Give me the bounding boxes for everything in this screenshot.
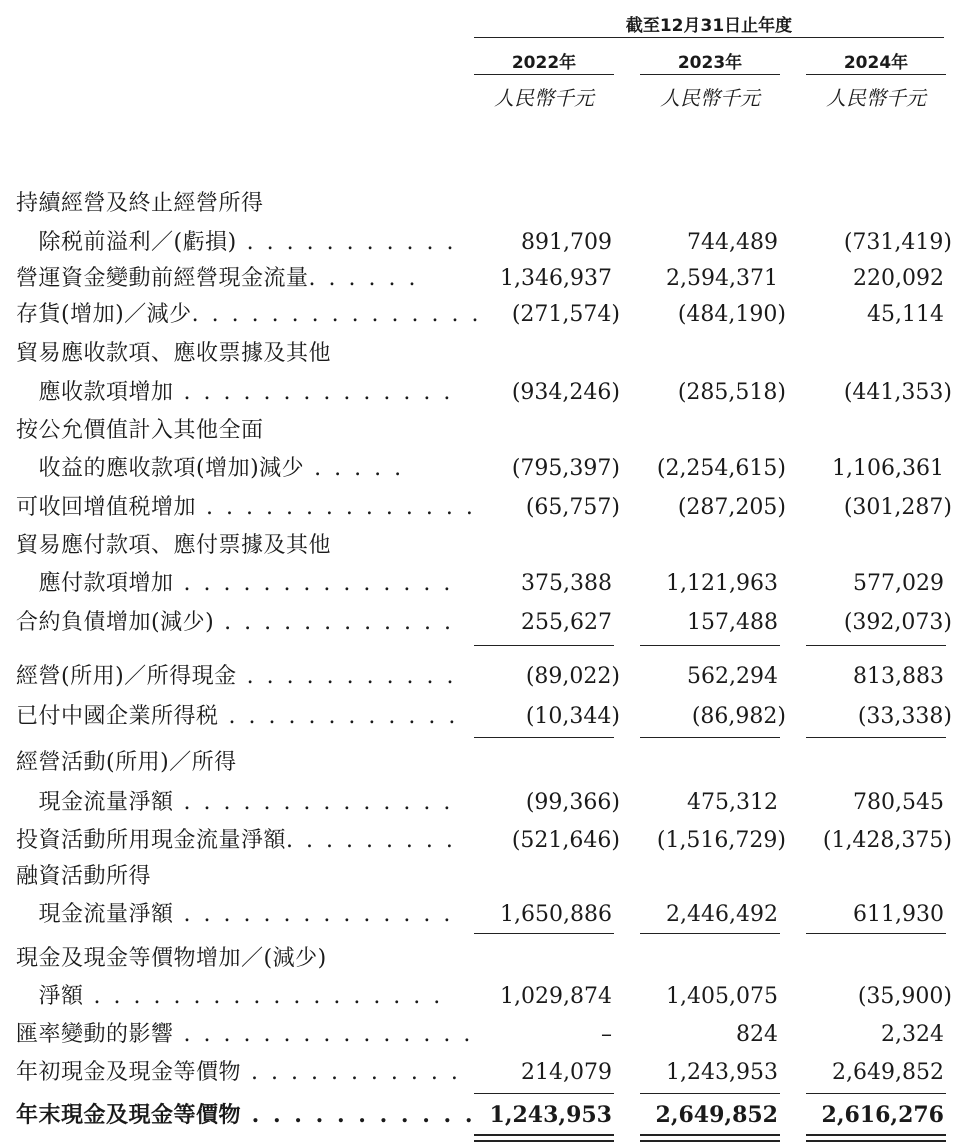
subtotal-rule-2023 — [640, 737, 780, 738]
row-label: 現金及現金等價物增加／(減少) — [16, 946, 327, 971]
row-label: 現金流量淨額 — [16, 790, 174, 815]
subtotal-rule-2022 — [474, 1093, 614, 1094]
value-2022: (10,344) — [525, 704, 620, 729]
period-underline — [474, 37, 944, 38]
value-2023: 1,405,075 — [666, 984, 778, 1009]
row-label: 投資活動所用現金流量淨額 — [16, 828, 287, 853]
row-leader-dots: . . . . . . . . . . . . . . — [196, 495, 476, 520]
row-10 — [0, 567, 960, 601]
row-6 — [0, 414, 960, 448]
row-leader-dots: . . . . . . . . . . . . . . — [173, 380, 454, 405]
subtotal-rule-2024 — [806, 737, 946, 738]
value-2022: 255,627 — [521, 610, 612, 635]
unit-2024: 人民幣千元 — [826, 86, 926, 110]
row-12 — [0, 660, 960, 694]
value-2023: (2,254,615) — [656, 456, 786, 481]
year-2024-underline — [806, 74, 946, 75]
value-2023: (86,982) — [691, 704, 786, 729]
value-2023: 157,488 — [687, 610, 778, 635]
row-label: 融資活動所得 — [16, 864, 152, 889]
row-label: 已付中國企業所得税 — [16, 704, 219, 729]
value-2022: (99,366) — [525, 790, 620, 815]
value-2022: 375,388 — [521, 571, 612, 596]
row-leader-dots: . . . . . . . . . . . . . . — [173, 790, 454, 815]
total-double-rule-2023 — [640, 1134, 780, 1142]
value-2023: 1,243,953 — [666, 1060, 778, 1085]
value-2023: 824 — [736, 1022, 778, 1047]
value-2024: 780,545 — [853, 790, 944, 815]
row-4 — [0, 337, 960, 371]
subtotal-rule-2023 — [640, 933, 780, 934]
value-2023: 2,446,492 — [666, 902, 778, 927]
row-11 — [0, 606, 960, 640]
value-2024: 611,930 — [853, 902, 944, 927]
row-leader-dots: . . . . . . . . . . . — [236, 230, 457, 255]
row-leader-dots: . . . . . . . . . . . . . . . — [173, 1022, 474, 1047]
row-22 — [0, 1056, 960, 1090]
total-double-rule-2024 — [806, 1134, 946, 1142]
value-2024: (35,900) — [857, 984, 952, 1009]
row-leader-dots: . . . . . . . . . . . . . . . — [191, 302, 482, 327]
period-heading: 截至12月31日止年度 — [625, 16, 793, 36]
value-2022: (65,757) — [525, 495, 620, 520]
subtotal-rule-2023 — [640, 645, 780, 646]
row-label: 收益的應收款項(增加)減少 — [16, 456, 305, 481]
row-13 — [0, 700, 960, 734]
row-2 — [0, 262, 960, 296]
row-18 — [0, 898, 960, 932]
value-2022: (934,246) — [511, 380, 620, 405]
row-label: 貿易應收款項、應收票據及其他 — [16, 341, 332, 366]
value-2024: (301,287) — [843, 495, 952, 520]
unit-2023: 人民幣千元 — [660, 86, 760, 110]
value-2024: (33,338) — [857, 704, 952, 729]
value-2023: (285,518) — [677, 380, 786, 405]
value-2022: 214,079 — [521, 1060, 612, 1085]
row-label: 合約負債增加(減少) — [16, 610, 215, 635]
row-23-total — [0, 1098, 960, 1132]
row-14 — [0, 746, 960, 780]
row-label: 應付款項增加 — [16, 571, 174, 596]
row-label: 年末現金及現金等價物 — [16, 1102, 242, 1128]
value-2022: 1,346,937 — [500, 266, 612, 291]
value-2024: (731,419) — [843, 230, 952, 255]
row-16 — [0, 824, 960, 858]
unit-2022: 人民幣千元 — [494, 86, 594, 110]
row-1 — [0, 226, 960, 260]
row-leader-dots: . . . . . . . . . . . — [241, 1060, 461, 1085]
year-2023-heading: 2023年 — [677, 53, 743, 73]
row-leader-dots: . . . . . . — [308, 266, 419, 291]
row-15 — [0, 786, 960, 820]
value-2023: 2,649,852 — [655, 1102, 778, 1128]
value-2022: – — [601, 1022, 612, 1047]
row-label: 營運資金變動前經營現金流量 — [16, 266, 309, 291]
value-2023: 744,489 — [687, 230, 778, 255]
row-label: 年初現金及現金等價物 — [16, 1060, 242, 1085]
row-label: 淨額 — [16, 984, 84, 1009]
year-2022-underline — [474, 74, 614, 75]
total-double-rule-2022 — [474, 1134, 614, 1142]
value-2024: 813,883 — [853, 664, 944, 689]
value-2024: 577,029 — [853, 571, 944, 596]
row-label: 經營活動(所用)／所得 — [16, 750, 237, 775]
subtotal-rule-2023 — [640, 1093, 780, 1094]
value-2022: 1,650,886 — [500, 902, 612, 927]
value-2023: (1,516,729) — [656, 828, 786, 853]
row-label: 匯率變動的影響 — [16, 1022, 174, 1047]
value-2023: 1,121,963 — [666, 571, 778, 596]
row-label: 存貨(增加)／減少 — [16, 302, 192, 327]
row-leader-dots: . . . . . . . . . . . . . . — [173, 902, 454, 927]
row-21 — [0, 1018, 960, 1052]
value-2022: (795,397) — [511, 456, 620, 481]
subtotal-rule-2024 — [806, 933, 946, 934]
value-2024: 1,106,361 — [832, 456, 944, 481]
value-2024: 45,114 — [867, 302, 944, 327]
subtotal-rule-2024 — [806, 1093, 946, 1094]
row-leader-dots: . . . . . — [304, 456, 405, 481]
row-label: 應收款項增加 — [16, 380, 174, 405]
subtotal-rule-2022 — [474, 737, 614, 738]
row-label: 除税前溢利／(虧損) — [16, 230, 237, 255]
value-2023: (484,190) — [677, 302, 786, 327]
row-label: 經營(所用)／所得現金 — [16, 664, 237, 689]
value-2024: 220,092 — [853, 266, 944, 291]
subtotal-rule-2024 — [806, 645, 946, 646]
row-7 — [0, 452, 960, 486]
value-2024: 2,324 — [881, 1022, 944, 1047]
row-leader-dots: . . . . . . . . . . . — [236, 664, 457, 689]
value-2023: (287,205) — [677, 495, 786, 520]
year-2023-underline — [640, 74, 780, 75]
value-2023: 475,312 — [687, 790, 778, 815]
row-label: 現金流量淨額 — [16, 902, 174, 927]
row-leader-dots: . . . . . . . . . . . . . . — [173, 571, 454, 596]
row-leader-dots: . . . . . . . . . — [286, 828, 456, 853]
row-5 — [0, 376, 960, 410]
year-2024-heading: 2024年 — [843, 53, 909, 73]
row-19 — [0, 942, 960, 976]
subtotal-rule-2022 — [474, 933, 614, 934]
value-2022: 891,709 — [521, 230, 612, 255]
row-label: 按公允價值計入其他全面 — [16, 418, 264, 443]
value-2022: 1,243,953 — [489, 1102, 612, 1128]
row-3 — [0, 298, 960, 332]
row-17 — [0, 860, 960, 894]
value-2022: (271,574) — [511, 302, 620, 327]
row-label: 可收回增值税增加 — [16, 495, 197, 520]
value-2024: (392,073) — [843, 610, 952, 635]
value-2023: 2,594,371 — [666, 266, 778, 291]
value-2024: 2,649,852 — [832, 1060, 944, 1085]
row-8 — [0, 491, 960, 525]
row-20 — [0, 980, 960, 1014]
row-9 — [0, 529, 960, 563]
value-2023: 562,294 — [687, 664, 778, 689]
value-2022: 1,029,874 — [500, 984, 612, 1009]
row-leader-dots: . . . . . . . . . . . . — [214, 610, 455, 635]
value-2022: (521,646) — [511, 828, 620, 853]
value-2022: (89,022) — [525, 664, 620, 689]
value-2024: 2,616,276 — [821, 1102, 944, 1128]
year-2022-heading: 2022年 — [511, 53, 577, 73]
row-label: 貿易應付款項、應付票據及其他 — [16, 533, 332, 558]
subtotal-rule-2022 — [474, 645, 614, 646]
row-0 — [0, 187, 960, 221]
row-leader-dots: . . . . . . . . . . . . . . . . . . — [83, 984, 444, 1009]
row-label: 持續經營及終止經營所得 — [16, 191, 264, 216]
row-leader-dots: . . . . . . . . . . . . — [218, 704, 459, 729]
value-2024: (441,353) — [843, 380, 952, 405]
row-leader-dots: . . . . . . . . . . . — [241, 1102, 476, 1128]
value-2024: (1,428,375) — [822, 828, 952, 853]
